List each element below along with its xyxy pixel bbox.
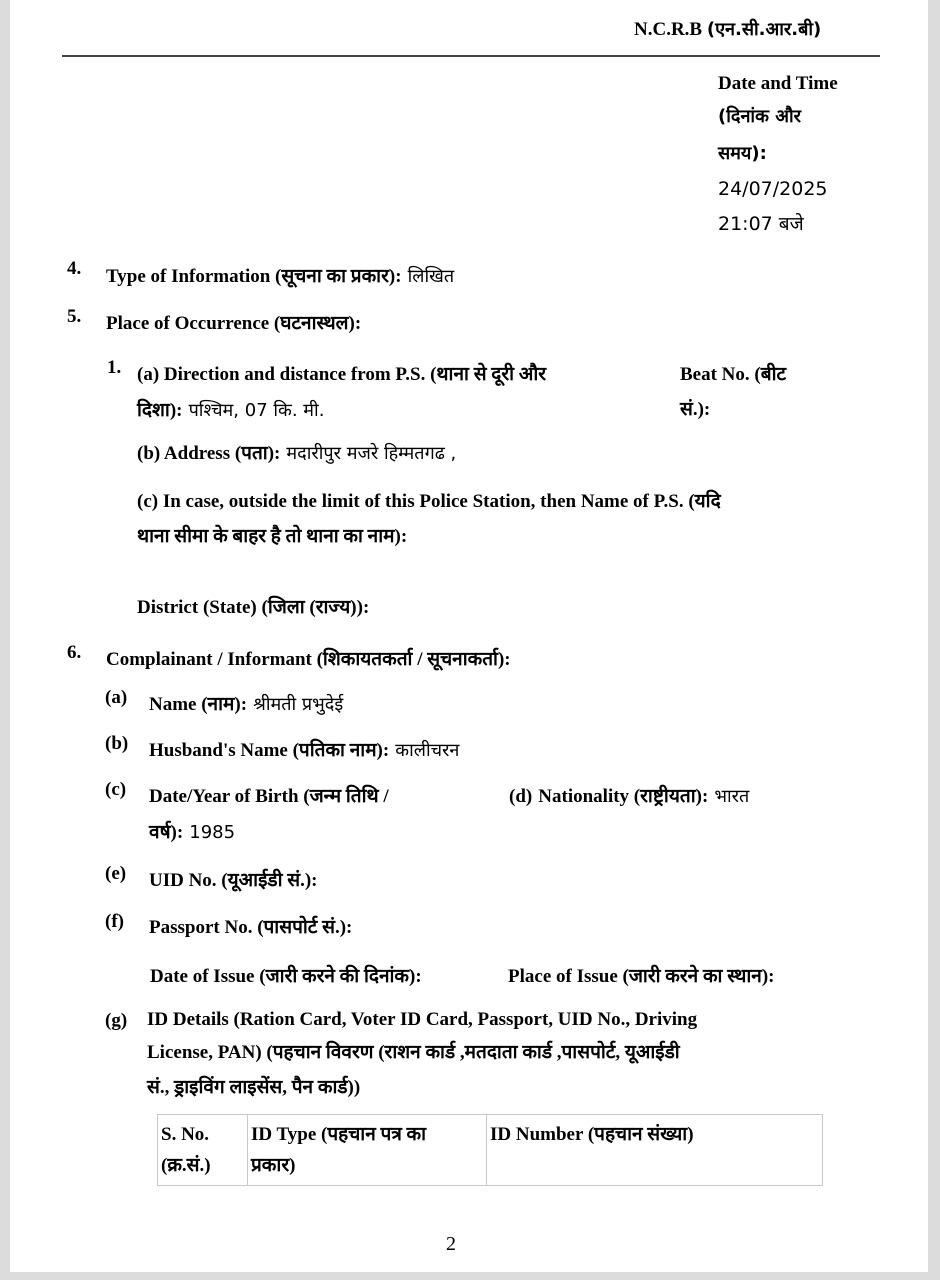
item5-b-value: मदारीपुर मजरे हिम्मतगढ , [286,443,457,464]
item5-a-value: पश्चिम, 07 कि. मी. [188,400,325,421]
item4-value: लिखित [407,266,455,287]
item5-a-label: (a) Direction and distance from P.S. (थाना से दूरी और [137,364,547,385]
uid-label: UID No. (यूआईडी सं.): [149,870,318,891]
col-id-type [248,1115,487,1186]
beat-no-label-2: सं.): [680,399,711,420]
item6-number: 6. [67,642,82,663]
item6-f-mark: (f) [105,911,124,932]
col-sno-hi: (क्र.सं.) [161,1155,211,1176]
header-rule [62,55,880,57]
col-id-number-label: ID Number (पहचान संख्या) [490,1124,694,1145]
col-id-type-1: ID Type (पहचान पत्र का [251,1124,427,1145]
page-number: 2 [446,1233,456,1255]
datetime-label-hi-1: (दिनांक और [718,106,801,127]
item6-a-mark: (a) [105,687,128,708]
item4-row [106,263,454,290]
datetime-time: 21:07 बजे [718,213,804,235]
nationality-value: भारत [714,786,750,807]
dob-label: Date/Year of Birth (जन्म तिथि / [149,786,389,807]
issue-place-label: Place of Issue (जारी करने का स्थान): [508,966,775,987]
item5-sub-number: 1. [107,357,122,378]
id-details-label-1: ID Details (Ration Card, Voter ID Card, Passport, UID No., Driving [147,1009,698,1030]
ncrb-header-hi: (एन.सी.आर.बी) [706,19,822,40]
col-sno [158,1115,248,1186]
item6-c-mark: (c) [105,779,127,800]
item6-label: Complainant / Informant (शिकायतकर्ता / सूचनाकर्ता): [106,649,511,670]
issue-date-label: Date of Issue (जारी करने की दिनांक): [150,966,422,987]
dob-row [149,819,235,846]
dob-label-2: वर्ष): [149,822,184,843]
item4-number: 4. [67,258,82,279]
item5-a-row [137,397,324,424]
datetime-date: 24/07/2025 [718,178,828,200]
datetime-label-en: Date and Time [718,73,838,94]
item6-g-mark: (g) [105,1010,128,1031]
item5-b-label: (b) Address (पता): [137,443,281,464]
ncrb-header-en: N.C.R.B [634,19,703,40]
husband-name-value: कालीचरन [395,740,460,761]
item5-c-label: (c) In case, outside the limit of this Police Station, then Name of P.S. (यदि [137,491,721,512]
item5-c-label-2: थाना सीमा के बाहर है तो थाना का नाम): [137,526,408,547]
datetime-label-hi-2: समय): [718,143,767,164]
passport-label: Passport No. (पासपोर्ट सं.): [149,917,353,938]
name-value: श्रीमती प्रभुदेई [253,694,344,715]
beat-no-label: Beat No. (बीट [680,364,787,385]
husband-name-label: Husband's Name (पतिका नाम): [149,740,390,761]
item5-a-label-2: दिशा): [137,400,183,421]
nationality-row [509,783,749,810]
item4-label: Type of Information (सूचना का प्रकार): [106,266,402,287]
col-sno-en: S. No. [161,1124,210,1145]
item6-b-mark: (b) [105,733,129,754]
item5-number: 5. [67,306,82,327]
item6-b-row [149,737,459,764]
item5-label: Place of Occurrence (घटनास्थल): [106,313,362,334]
id-details-label-2: License, PAN) (पहचान विवरण (राशन कार्ड ,मतदाता कार्ड ,पासपोर्ट, यूआईडी [147,1042,680,1063]
nationality-label: Nationality (राष्ट्रीयता): [538,786,709,807]
col-id-type-2: प्रकार) [251,1155,296,1176]
name-label: Name (नाम): [149,694,248,715]
item6-a-row [149,691,343,718]
id-details-table [157,1114,823,1186]
item6-e-mark: (e) [105,863,127,884]
ncrb-header [634,17,821,43]
table-header-row [158,1115,823,1186]
col-id-number [487,1115,823,1186]
item5-b-row [137,440,456,467]
item6-d-mark: (d) [509,786,533,807]
id-details-label-3: सं., ड्राइविंग लाइसेंस, पैन कार्ड)) [147,1077,361,1098]
district-label: District (State) (जिला (राज्य)): [137,597,370,618]
dob-value: 1985 [189,822,236,843]
